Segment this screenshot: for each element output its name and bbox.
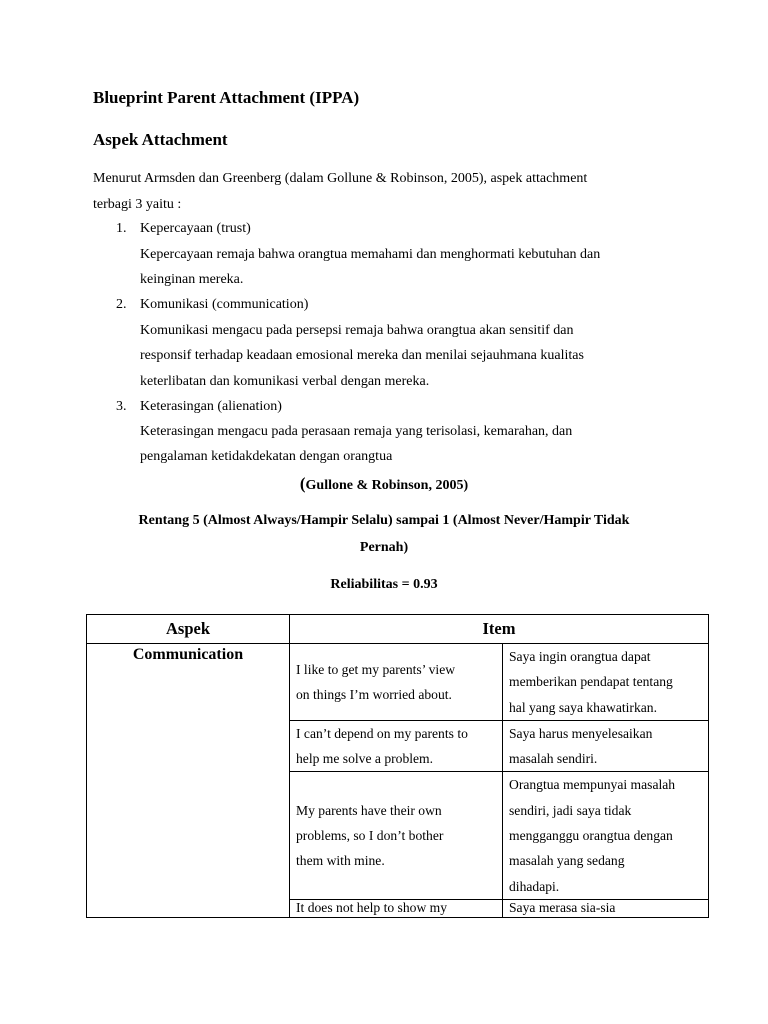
item-en-line: them with mine. (296, 853, 385, 869)
aspect-desc-text: pengalaman ketidakdekatan dengan orangtua (140, 449, 393, 464)
item-id (503, 720, 709, 772)
aspect-name: Keterasingan (alienation) (140, 399, 282, 414)
citation-text: Gullone & Robinson, 2005) (305, 478, 469, 493)
item-id-line: masalah sendiri. (509, 751, 598, 767)
item-id (503, 644, 709, 721)
item-en (290, 644, 503, 721)
range-line-1: Rentang 5 (Almost Always/Hampir Selalu) sampai 1 (Almost Never/Hampir Tidak (138, 513, 630, 528)
item-en-line: I like to get my parents’ view (296, 661, 456, 677)
item-id-line: Saya ingin orangtua dapat (509, 649, 651, 664)
item-id (503, 772, 709, 899)
item-id (503, 899, 709, 917)
intro-line-1: Menurut Armsden dan Greenberg (dalam Gollune & Robinson, 2005), aspek attachment (93, 171, 588, 186)
section-title: Aspek Attachment (93, 130, 228, 149)
aspek-communication: Communication (87, 644, 290, 918)
table-header-row (87, 615, 709, 644)
aspect-name: Komunikasi (communication) (140, 297, 309, 312)
aspect-desc-text: keinginan mereka. (140, 272, 244, 287)
item-id-line: mengganggu orangtua dengan (509, 828, 673, 844)
item-id-line: hal yang saya khawatirkan. (509, 699, 657, 715)
document-title: Blueprint Parent Attachment (IPPA) (93, 88, 360, 107)
aspect-number: 1. (116, 221, 127, 236)
item-en-line: on things I’m worried about. (296, 686, 452, 702)
reliability: Reliabilitas = 0.93 (330, 577, 438, 592)
range-line-2: Pernah) (359, 540, 409, 555)
item-id-line: Saya harus menyelesaikan (509, 725, 653, 741)
intro-line-2: terbagi 3 yaitu : (93, 197, 182, 212)
aspect-number: 2. (116, 297, 127, 312)
item-en-line: My parents have their own (296, 802, 442, 818)
aspect-desc-text: responsif terhadap keadaan emosional mereka dan menilai sejauhmana kualitas (140, 348, 584, 363)
item-id-line: Saya merasa sia-sia (509, 899, 616, 915)
item-en-line: help me solve a problem. (296, 751, 434, 767)
aspect-desc-text: keterlibatan dan komunikasi verbal dengan mereka. (140, 374, 430, 389)
item-en (290, 772, 503, 899)
aspect-desc-text: Kepercayaan remaja bahwa orangtua memahami dan menghormati kebutuhan dan (140, 247, 601, 262)
table-row (87, 644, 709, 721)
item-id-line: sendiri, jadi saya tidak (509, 802, 632, 818)
aspect-desc-text: Keterasingan mengacu pada perasaan remaja yang terisolasi, kemarahan, dan (140, 424, 573, 439)
item-en (290, 899, 503, 917)
item-en (290, 720, 503, 772)
blueprint-table (86, 614, 709, 918)
header-aspek: Aspek (87, 615, 290, 644)
header-item: Item (290, 615, 709, 644)
item-id-line: masalah yang sedang (509, 853, 625, 869)
citation (0, 474, 768, 494)
item-en-line: problems, so I don’t bother (296, 828, 444, 844)
aspect-name: Kepercayaan (trust) (140, 221, 251, 236)
aspect-number: 3. (116, 399, 127, 414)
item-en-line: It does not help to show my (296, 899, 448, 915)
item-en-line: I can’t depend on my parents to (296, 725, 468, 741)
aspect-desc-text: Komunikasi mengacu pada persepsi remaja bahwa orangtua akan sensitif dan (140, 323, 574, 338)
item-id-line: memberikan pendapat tentang (509, 674, 673, 690)
item-id-line: dihadapi. (509, 878, 560, 894)
item-id-line: Orangtua mempunyai masalah (509, 777, 676, 793)
citation-paren: ( (299, 474, 306, 493)
